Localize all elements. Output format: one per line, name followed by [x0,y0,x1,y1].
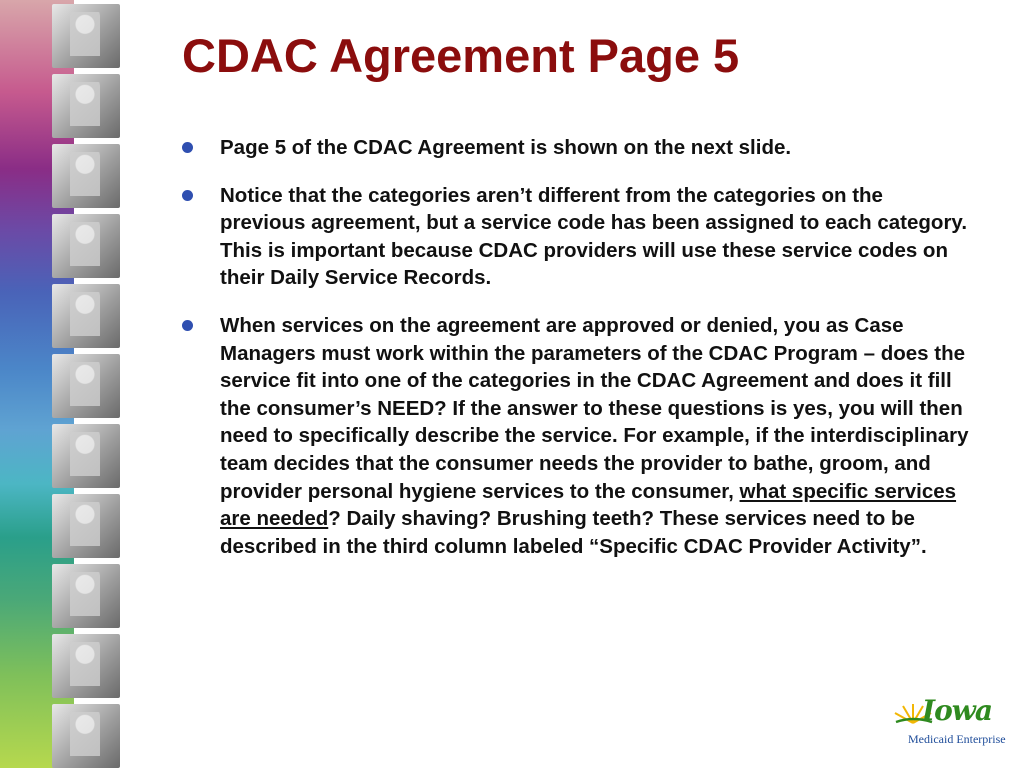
logo-subtitle: Medicaid Enterprise [908,732,1006,746]
elderly-photo [52,564,120,628]
bullet-dot-icon [182,142,193,153]
hands-photo [52,354,120,418]
slide-title: CDAC Agreement Page 5 [182,29,740,82]
bullet-text-before: When services on the agreement are approved or denied, you as Case Managers must work within the parameters of the CDAC Program – does the service fit into one of the categories in the CDAC Agreement and does it fill the consumer’s NEED? If the answer to these questions is yes, you will then need to specifically describe the service. For example, if the interdisciplinary team decides that the consumer needs the provider to bathe, groom, and provider personal hygiene services to the consumer, [220,313,969,503]
pills-photo [52,424,120,488]
stethoscope-photo [52,214,120,278]
underlined-phrase: what specific services are needed [220,479,957,531]
medical-group-photo [52,704,120,768]
bullet-item [182,182,972,292]
logo-wordmark: Iowa [922,694,993,727]
care-team-photo [52,284,120,348]
bullet-text: Notice that the categories aren’t different from the categories on the previous agreement, but a service code has been assigned to each category. This is important because CDAC providers will use these service codes on their Daily Service Records. [220,183,968,290]
wheelchair-photo [52,4,120,68]
bullet-item [182,134,972,162]
bullet-dot-icon [182,190,193,201]
bullet-text-after: ? Daily shaving? Brushing teeth? These services need to be described in the third column labeled “Specific CDAC Provider Activity”. [220,507,927,558]
dental-model-photo [52,494,120,558]
eye-chart-photo [52,634,120,698]
bullet-list [182,134,972,580]
bullet-item [182,312,972,560]
photo-strip [52,4,120,768]
bullet-text: Page 5 of the CDAC Agreement is shown on the next slide. [220,136,792,159]
iowa-medicaid-logo [886,694,1006,754]
bullet-dot-icon [182,320,193,331]
doctor-photo [52,74,120,138]
staff-photo [52,144,120,208]
